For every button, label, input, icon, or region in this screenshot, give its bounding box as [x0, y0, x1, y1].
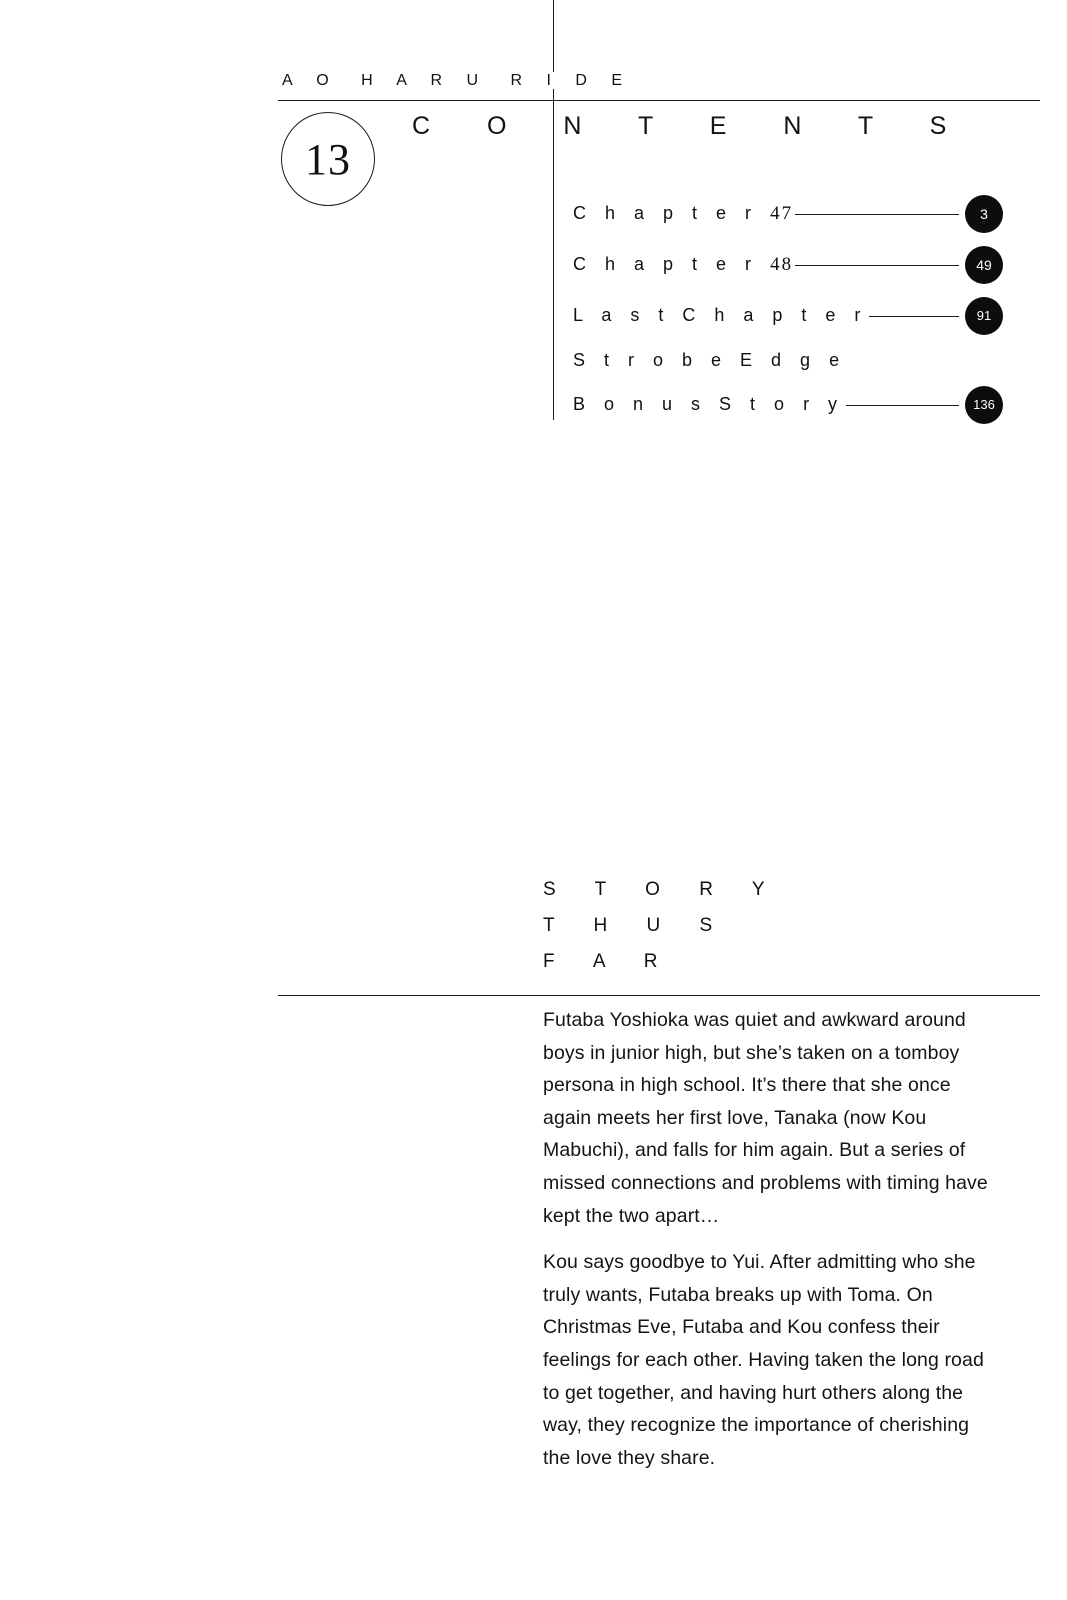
story-paragraph: Futaba Yoshioka was quiet and awkward around boys in junior high, but she’s taken on a tomboy persona in high school. It’s there that she once again meets her first love, Tanaka (now Kou Mabuchi), and falls for him again. But a series of missed connections and problems with timing have kept the two apart…: [543, 1009, 988, 1227]
toc-entry-continued[interactable]: [573, 341, 1003, 379]
toc-entry[interactable]: [573, 379, 1003, 430]
toc-page-badge: 136: [965, 386, 1003, 424]
toc-entry-number: 47: [770, 202, 794, 224]
toc-leader-line: [795, 265, 959, 266]
story-section-rule: [278, 995, 1040, 996]
series-title-part-3: R I D E: [507, 72, 637, 89]
toc-entry-label: S t r o b e E d g e: [573, 349, 847, 370]
toc-page-badge: 49: [965, 246, 1003, 284]
toc-entry[interactable]: [573, 290, 1003, 341]
toc-leader-spacer: [848, 361, 997, 362]
toc-entry-number: 48: [770, 253, 794, 275]
toc-leader-line: [869, 316, 959, 317]
series-title-part-2: H A R U: [357, 72, 492, 89]
toc-page-badge: 3: [965, 195, 1003, 233]
series-title: [278, 72, 636, 90]
series-title-part-1: A O: [278, 72, 343, 89]
story-heading-line-1: S T O R Y: [543, 879, 782, 900]
series-title-rule: [278, 100, 1040, 101]
toc-entry-label: B o n u s S t o r y: [573, 394, 845, 414]
toc-entry-label: L a s t C h a p t e r: [573, 305, 868, 325]
story-heading-line-2: T H U S: [543, 915, 730, 936]
contents-heading: C O N T E N T S: [412, 112, 972, 140]
toc-leader-line: [846, 405, 959, 406]
toc-leader-line: [795, 214, 959, 215]
toc-entry-label: C h a p t e r 47: [573, 202, 794, 224]
story-paragraph: Kou says goodbye to Yui. After admitting who she truly wants, Futaba breaks up with Toma. On Christmas Eve, Futaba and Kou confess their feelings for each other. Having taken the long road to get together, and having hurt others along the way, they recognize the importance of cherishing the love they share.: [543, 1251, 984, 1469]
story-thus-far-heading: [543, 872, 782, 980]
vertical-divider-rule: [553, 0, 554, 420]
toc-entry[interactable]: [573, 188, 1003, 239]
story-heading-line-3: F A R: [543, 951, 675, 972]
toc-entry[interactable]: [573, 239, 1003, 290]
volume-number: 13: [305, 134, 351, 184]
story-thus-far-body: [543, 1004, 995, 1474]
toc-page-badge: 91: [965, 297, 1003, 335]
table-of-contents: [573, 188, 1003, 430]
toc-entry-label: C h a p t e r 48: [573, 253, 794, 275]
